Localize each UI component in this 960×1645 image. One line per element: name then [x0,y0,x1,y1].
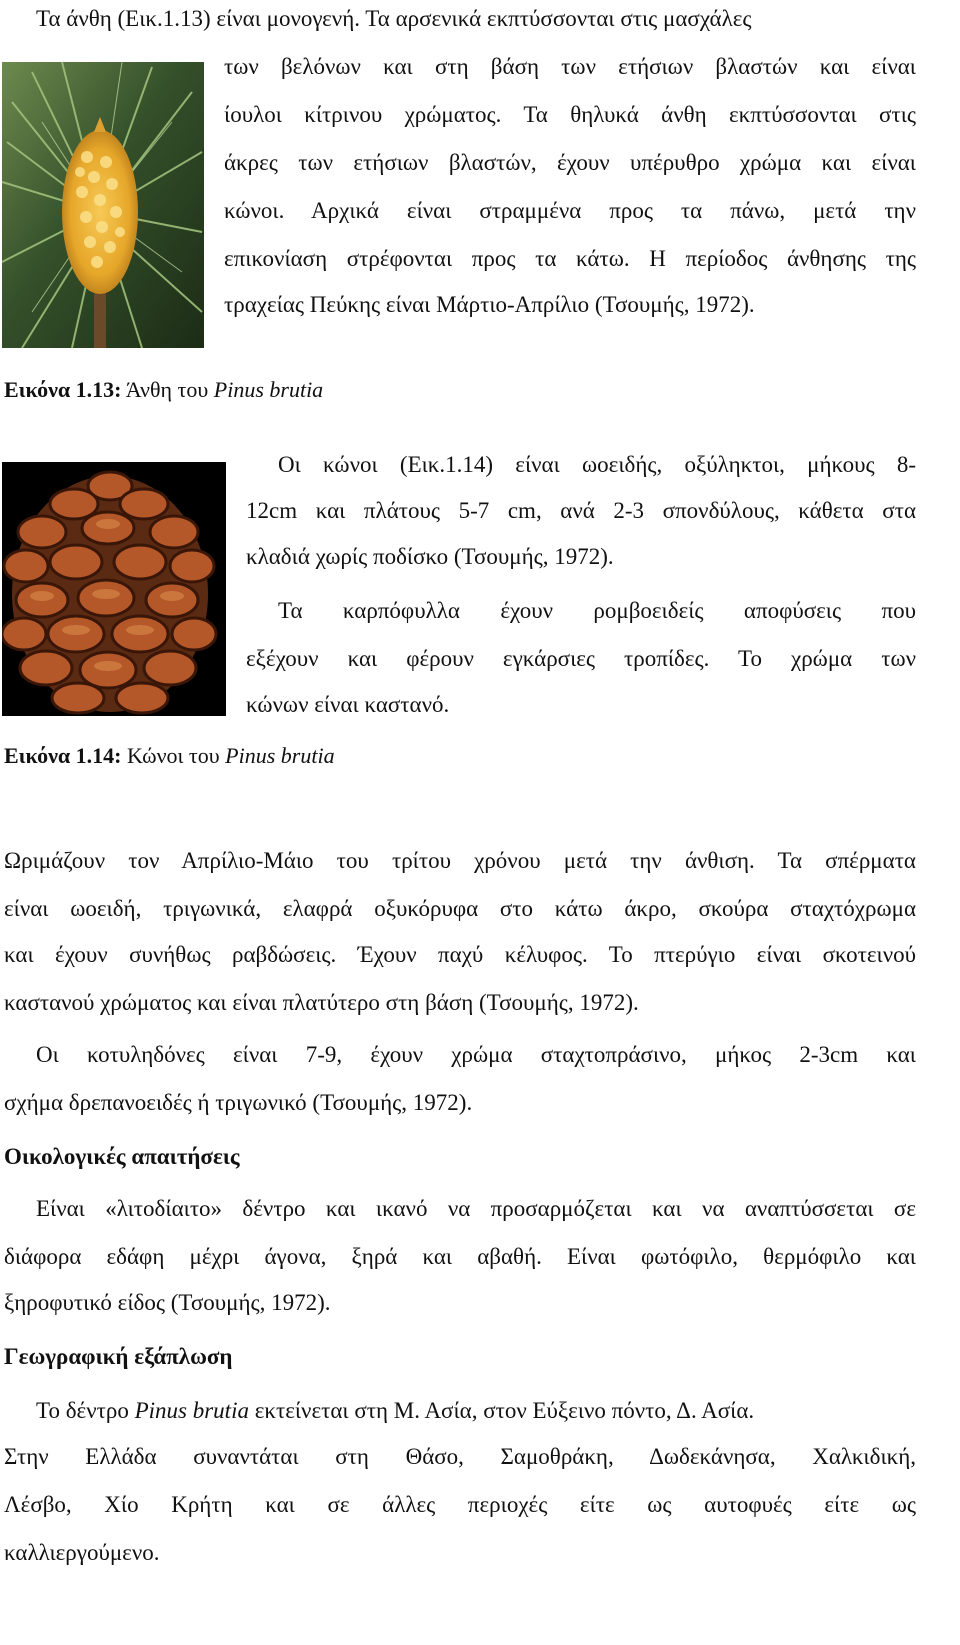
text-line: καστανού χρώματος και είναι πλατύτερο στη βάση (Τσουμής, 1972). [4,990,639,1015]
figure-label: Εικόνα 1.14: [4,743,122,768]
text-line: Τα καρπόφυλλα έχουν ρομβοειδείς αποφύσεις που [278,598,916,623]
text-line: σχήμα δρεπανοειδές ή τριγωνικό (Τσουμής, 1972). [4,1090,473,1115]
text-line: 12cm και πλάτους 5-7 cm, ανά 2-3 σπονδύλους, κάθετα στα [246,498,916,523]
figure-caption [4,742,335,770]
caption-text: Άνθη του [121,377,214,402]
text-line: και έχουν συνήθως ραβδώσεις. Έχουν παχύ κέλυφος. Το πτερύγιο είναι σκοτεινού [4,942,916,967]
pine-flower-photo [2,62,204,348]
species-name: Pinus brutia [134,1398,249,1423]
section-heading: Γεωγραφική εξάπλωση [4,1344,233,1369]
text-line: Τα άνθη (Εικ.1.13) είναι μονογενή. Τα αρσενικά εκπτύσσονται στις μασχάλες [36,6,752,31]
text-line: κώνων είναι καστανό. [246,692,450,717]
text-line: ξηροφυτικό είδος (Τσουμής, 1972). [4,1290,331,1315]
text-line: Οι κώνοι (Εικ.1.14) είναι ωοειδής, οξύληκτοι, μήκους 8- [278,452,916,477]
text-line: Στην Ελλάδα συναντάται στη Θάσο, Σαμοθράκη, Δωδεκάνησα, Χαλκιδική, [4,1444,916,1469]
text-line: άκρες των ετήσιων βλαστών, έχουν υπέρυθρο χρώμα και είναι [224,150,916,175]
text-line: Οι κοτυληδόνες είναι 7-9, έχουν χρώμα σταχτοπράσινο, μήκος 2-3cm και [36,1042,916,1067]
text-line: επικονίαση στρέφονται προς τα κάτω. Η περίοδος άνθησης της [224,246,916,271]
pine-cone-photo [2,462,226,716]
text-line: ίουλοι κίτρινου χρώματος. Τα θηλυκά άνθη εκπτύσσονται στις [224,102,916,127]
text-line: καλλιεργούμενο. [4,1540,160,1565]
text-span: εκτείνεται στη Μ. Ασία, στον Εύξεινο πόντο, Δ. Ασία. [248,1398,755,1423]
text-line: των βελόνων και στη βάση των ετήσιων βλαστών και είναι [224,54,916,79]
caption-text: Κώνοι του [121,743,226,768]
text-line: τραχείας Πεύκης είναι Μάρτιο-Απρίλιο (Τσουμής, 1972). [224,292,755,317]
figure-caption [4,376,323,404]
text-line: Ωριμάζουν τον Απρίλιο-Μάιο του τρίτου χρόνου μετά την άνθιση. Τα σπέρματα [4,848,916,873]
text-line: κώνοι. Αρχικά είναι στραμμένα προς τα πάνω, μετά την [224,198,916,223]
text-span: Το δέντρο [36,1398,135,1423]
text-line [36,1396,960,1426]
species-name: Pinus brutia [213,377,324,402]
text-line: διάφορα εδάφη μέχρι άγονα, ξηρά και αβαθή. Είναι φωτόφιλο, θερμόφιλο και [4,1244,916,1269]
section-heading: Οικολογικές απαιτήσεις [4,1144,240,1169]
text-line: είναι ωοειδή, τριγωνικά, ελαφρά οξυκόρυφα στο κάτω άκρο, σκούρα σταχτόχρωμα [4,896,916,921]
text-line: κλαδιά χωρίς ποδίσκο (Τσουμής, 1972). [246,544,614,569]
species-name: Pinus brutia [225,743,335,768]
text-line: εξέχουν και φέρουν εγκάρσιες τροπίδες. Το χρώμα των [246,646,916,671]
text-line: Λέσβο, Χίο Κρήτη και σε άλλες περιοχές είτε ως αυτοφυές είτε ως [4,1492,916,1517]
figure-label: Εικόνα 1.13: [4,377,122,402]
text-line: Είναι «λιτοδίαιτο» δέντρο και ικανό να προσαρμόζεται και να αναπτύσσεται σε [36,1196,916,1221]
